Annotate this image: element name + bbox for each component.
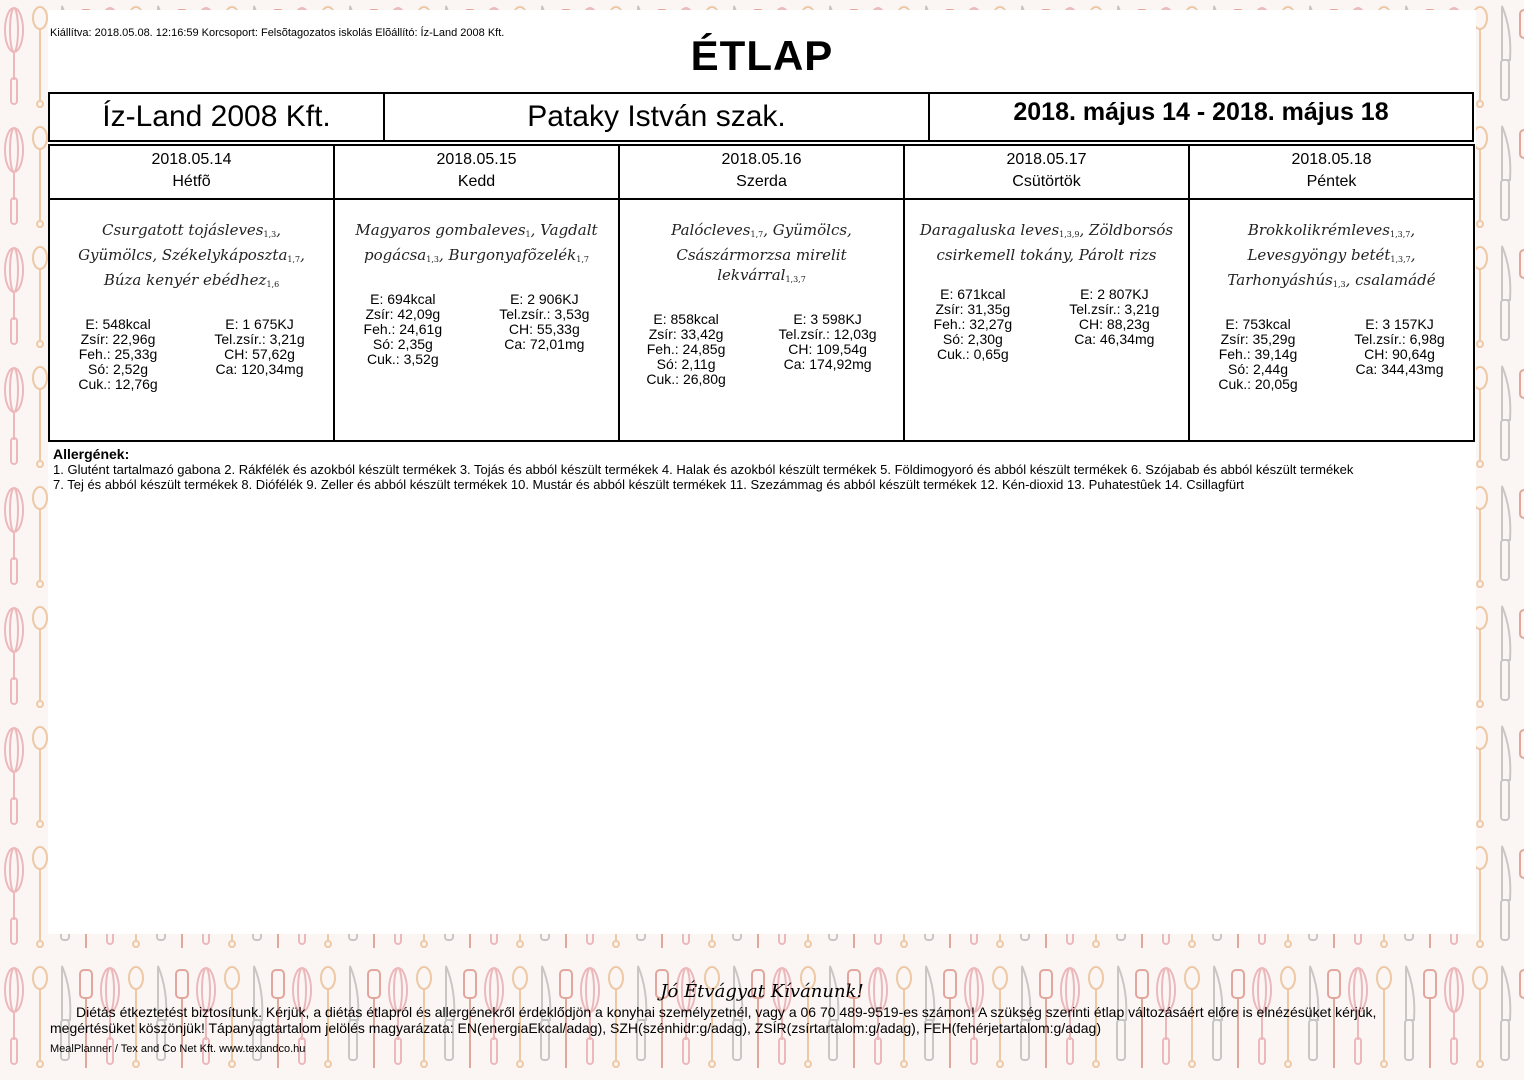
nutrition-left — [1218, 317, 1297, 392]
protein: Feh.: 39,14g — [1218, 346, 1298, 362]
carbohydrate: CH: 57,62g — [224, 346, 295, 362]
allergens-list-line-2: 7. Tej és abból készült termékek 8. Diófélék 9. Zeller és abból készült termékek 10. Mustár és abból készült termékek 11. Szezámmag és abból készült termékek 12. Kén-dioxid 13. Puhatestûek 14. Csillagfürt — [53, 477, 1245, 492]
dietitian-name: Pataky István szak. — [383, 92, 930, 142]
energy-kj: E: 3 598KJ — [793, 311, 862, 327]
allergen-codes: 1,3 — [426, 255, 439, 264]
allergen-codes: 1,3 — [263, 230, 277, 239]
day-header — [1190, 146, 1473, 200]
day-name: Szerda — [736, 173, 787, 190]
day-name: Csütörtök — [1012, 173, 1081, 190]
energy-kcal: E: 858kcal — [653, 311, 719, 327]
nutrition-info — [50, 317, 333, 392]
day-menu — [50, 200, 333, 295]
dish-text: Magyaros gombaleves — [355, 221, 526, 239]
allergen-codes: 1,7 — [750, 230, 764, 239]
day-column-monday — [48, 144, 335, 442]
allergen-codes: 1,3,7 — [1390, 255, 1411, 264]
fat: Zsír: 31,35g — [935, 301, 1011, 317]
saturated-fat: Tel.zsír.: 12,03g — [778, 326, 877, 342]
nutrition-info — [335, 292, 618, 367]
allergen-codes: 1,3,9 — [1059, 230, 1080, 239]
nutrition-right — [1354, 317, 1444, 392]
calcium: Ca: 120,34mg — [215, 361, 304, 377]
day-header — [905, 146, 1188, 200]
nutrition-right — [779, 312, 877, 387]
fat: Zsír: 42,09g — [365, 306, 441, 322]
day-column-thursday — [903, 144, 1190, 442]
fat: Zsír: 35,29g — [1220, 331, 1296, 347]
carbohydrate: CH: 88,23g — [1078, 316, 1150, 332]
software-credit: MealPlanner / Tex and Co Net Kft. www.texandco.hu — [50, 1043, 306, 1055]
dish-text: , Tarhonyáshús — [1227, 246, 1416, 289]
salt: Só: 2,52g — [88, 361, 148, 377]
saturated-fat: Tel.zsír.: 3,21g — [214, 331, 305, 347]
saturated-fat: Tel.zsír.: 6,98g — [1354, 331, 1445, 347]
day-date: 2018.05.17 — [1006, 151, 1087, 168]
saturated-fat: Tel.zsír.: 3,21g — [1069, 301, 1160, 317]
saturated-fat: Tel.zsír.: 3,53g — [499, 306, 590, 322]
carbohydrate: CH: 90,64g — [1364, 346, 1435, 362]
protein: Feh.: 24,85g — [646, 341, 726, 357]
dish-text: , csalamádé — [1345, 271, 1436, 289]
sugar: Cuk.: 20,05g — [1218, 376, 1298, 392]
allergen-codes: 1 — [525, 230, 531, 239]
dish-text: , Vagdalt pogácsa — [364, 221, 598, 264]
nutrition-right — [1069, 287, 1159, 362]
day-column-friday — [1188, 144, 1475, 442]
day-name: Péntek — [1306, 173, 1357, 190]
dish-text: , Zöldborsós csirkemell tokány, Párolt rizs — [936, 221, 1174, 264]
dish-text: , Burgonyafõzelék — [439, 246, 577, 264]
day-header — [620, 146, 903, 200]
day-column-wednesday — [618, 144, 905, 442]
nutrition-right — [214, 317, 304, 392]
salt: Só: 2,35g — [372, 336, 433, 352]
dish-text: Daragaluska leves — [919, 221, 1060, 239]
bon-appetit: Jó Étvágyat Kívánunk! — [660, 981, 864, 1002]
sugar: Cuk.: 0,65g — [937, 346, 1009, 362]
calcium: Ca: 46,34mg — [1074, 331, 1155, 347]
energy-kcal: E: 671kcal — [940, 286, 1006, 302]
salt: Só: 2,11g — [656, 356, 716, 372]
dish-text: Csurgatott tojásleves — [101, 221, 264, 239]
energy-kj: E: 1 675KJ — [225, 316, 294, 332]
nutrition-info — [620, 312, 903, 387]
diet-notice: Diétás étkeztetést biztosítunk. Kérjük, a diétás étlapról és allergénekről érdeklődjön a konyhai személyzetnél, vagy a 06 70 489-9519-es számon! A szükség szerinti étlap változásáért előre is elnézésüket kérjük, megértésüket köszönjük! Tápanyagtartalom jelölés magyarázata: EN(energiaEkcal/adag), SZH(szénhidr:g/adag), ZSÍR(zsírtartalom:g/adag), FEH(fehérjetartalom:g/adag) — [50, 1004, 1377, 1036]
day-menu — [1190, 200, 1473, 295]
energy-kj: E: 3 157KJ — [1365, 316, 1434, 332]
day-name: Hétfõ — [172, 173, 211, 190]
day-header — [50, 146, 333, 200]
day-header — [335, 146, 618, 200]
dish-text: , Levesgyöngy betét — [1247, 221, 1416, 264]
weekly-menu-grid — [48, 144, 1476, 442]
nutrition-left — [646, 312, 725, 387]
menu-period: 2018. május 14 - 2018. május 18 — [928, 92, 1474, 142]
nutrition-left — [934, 287, 1013, 362]
day-name: Kedd — [457, 173, 496, 190]
page-title: ÉTLAP — [690, 32, 834, 79]
protein: Feh.: 25,33g — [78, 346, 158, 362]
carbohydrate: CH: 109,54g — [788, 341, 867, 357]
allergens-list-line-1: 1. Glutént tartalmazó gabona 2. Rákfélék és azokból készült termékek 3. Tojás és abból készült termékek 4. Halak és azokból készült termékek 5. Földimogyoró és abból készült termékek 6. Szójabab és abból készült termékek — [53, 462, 1354, 477]
dish-text: Palócleves — [671, 221, 751, 239]
nutrition-right — [499, 292, 589, 367]
protein: Feh.: 24,61g — [363, 321, 443, 337]
menu-header — [48, 92, 1474, 144]
day-menu — [620, 200, 903, 290]
allergen-codes: 1,3,7 — [1389, 230, 1411, 239]
day-date: 2018.05.15 — [436, 151, 517, 168]
sugar: Cuk.: 12,76g — [78, 376, 158, 392]
sugar: Cuk.: 3,52g — [367, 351, 439, 367]
calcium: Ca: 72,01mg — [504, 336, 585, 352]
allergen-codes: 1,7 — [287, 255, 301, 264]
protein: Feh.: 32,27g — [933, 316, 1013, 332]
carbohydrate: CH: 55,33g — [508, 321, 580, 337]
nutrition-info — [905, 287, 1188, 362]
nutrition-left — [364, 292, 443, 367]
sugar: Cuk.: 26,80g — [646, 371, 726, 387]
dish-text: , Gyümölcs, Császármorzsa mirelit lekvárral — [676, 221, 852, 284]
day-date: 2018.05.14 — [151, 151, 232, 168]
energy-kcal: E: 753kcal — [1225, 316, 1291, 332]
day-date: 2018.05.16 — [721, 151, 802, 168]
allergens-title: Allergének: — [53, 446, 130, 462]
day-menu — [335, 200, 618, 270]
calcium: Ca: 344,43mg — [1355, 361, 1444, 377]
salt: Só: 2,44g — [1228, 361, 1288, 377]
allergen-codes: 1,7 — [576, 255, 589, 264]
dish-text: , Búza kenyér ebédhez — [103, 246, 305, 289]
calcium: Ca: 174,92mg — [783, 356, 872, 372]
issue-info: Kiállítva: 2018.05.08. 12:16:59 Korcsoport: Felsõtagozatos iskolás Elõállító: Íz-Land 2008 Kft. — [50, 27, 505, 39]
salt: Só: 2,30g — [942, 331, 1003, 347]
nutrition-left — [78, 317, 157, 392]
fat: Zsír: 22,96g — [80, 331, 156, 347]
fat: Zsír: 33,42g — [648, 326, 724, 342]
energy-kcal: E: 548kcal — [85, 316, 151, 332]
dish-text: Brokkolikrémleves — [1247, 221, 1390, 239]
energy-kcal: E: 694kcal — [370, 291, 436, 307]
allergen-codes: 1,3,7 — [785, 275, 806, 284]
nutrition-info — [1190, 317, 1473, 392]
allergen-codes: 1,3 — [1332, 280, 1346, 289]
energy-kj: E: 2 807KJ — [1080, 286, 1149, 302]
energy-kj: E: 2 906KJ — [510, 291, 579, 307]
day-column-tuesday — [333, 144, 620, 442]
company-name: Íz-Land 2008 Kft. — [48, 92, 385, 142]
dish-text: , Gyümölcs, Székelykáposzta — [78, 221, 288, 264]
day-date: 2018.05.18 — [1291, 151, 1372, 168]
day-menu — [905, 200, 1188, 265]
allergen-codes: 1,6 — [266, 280, 280, 289]
